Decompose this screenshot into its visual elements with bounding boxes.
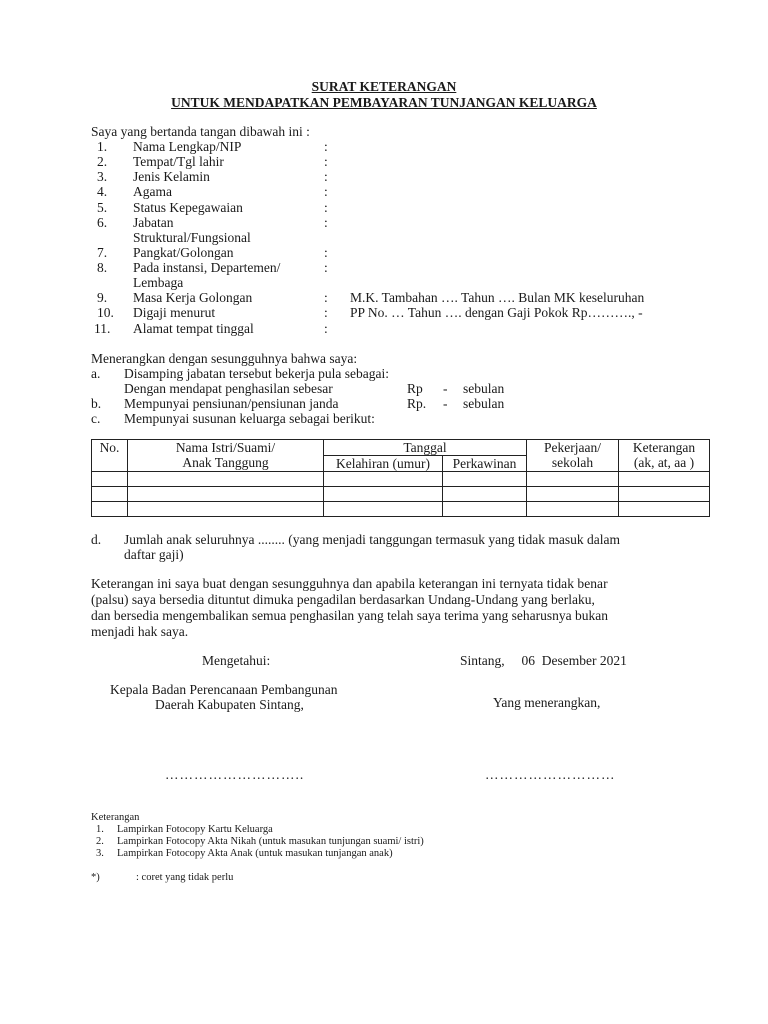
field-label: Status Kepegawaian — [133, 200, 243, 215]
header-no: No. — [92, 440, 128, 472]
table-cell — [619, 487, 710, 502]
table-row — [92, 472, 710, 487]
footnote-mark: *) — [91, 872, 100, 883]
field-colon: : — [324, 321, 328, 336]
field-number: 5. — [97, 200, 108, 215]
field-colon: : — [324, 139, 328, 154]
table-cell — [92, 487, 128, 502]
declarant-label: Yang menerangkan, — [493, 695, 601, 710]
item-b-text: Mempunyai pensiunan/pensiunan janda — [124, 396, 339, 411]
item-a-period: sebulan — [463, 381, 505, 396]
field-number: 1. — [97, 139, 108, 154]
field-colon: : — [324, 260, 328, 275]
field-value: M.K. Tambahan …. Tahun …. Bulan MK keseluruhan — [350, 290, 645, 305]
item-c-text: Mempunyai susunan keluarga sebagai berikut: — [124, 411, 375, 426]
field-colon: : — [324, 245, 328, 260]
statement-line: menjadi hak saya. — [91, 624, 189, 639]
item-b-period: sebulan — [463, 396, 505, 411]
statement-line: (palsu) saya bersedia dituntut dimuka pengadilan berdasarkan Undang-Undang yang berlaku, — [91, 592, 595, 607]
note-text: Lampirkan Fotocopy Kartu Keluarga — [117, 824, 273, 835]
item-a-text: Disamping jabatan tersebut bekerja pula sebagai: — [124, 366, 390, 381]
table-cell — [128, 487, 324, 502]
table-cell — [92, 502, 128, 517]
right-signature-line: ……………………… — [485, 767, 616, 782]
field-number: 3. — [97, 169, 108, 184]
intro-text: Saya yang bertanda tangan dibawah ini : — [91, 124, 310, 139]
field-colon: : — [324, 200, 328, 215]
acknowledged-label: Mengetahui: — [202, 653, 271, 668]
header-kelahiran: Kelahiran (umur) — [324, 456, 443, 472]
statement-line: dan bersedia mengembalikan semua penghasilan yang telah saya terima yang seharusnya bukan — [91, 608, 608, 623]
header-pekerjaan: Pekerjaan/ sekolah — [527, 440, 619, 472]
declaration-heading: Menerangkan dengan sesungguhnya bahwa saya: — [91, 351, 358, 366]
field-colon: : — [324, 305, 328, 320]
table-row — [92, 502, 710, 517]
field-label: Tempat/Tgl lahir — [133, 154, 224, 169]
table-cell — [619, 472, 710, 487]
signer-title-line2: Daerah Kabupaten Sintang, — [155, 697, 304, 712]
table-cell — [527, 487, 619, 502]
field-number: 6. — [97, 215, 108, 230]
field-colon: : — [324, 184, 328, 199]
table-cell — [128, 472, 324, 487]
field-value: PP No. … Tahun …. dengan Gaji Pokok Rp………., - — [350, 305, 643, 320]
note-number: 1. — [96, 824, 104, 835]
field-label: Digaji menurut — [133, 305, 216, 320]
field-label: Masa Kerja Golongan — [133, 290, 253, 305]
footnote-text: : coret yang tidak perlu — [136, 872, 234, 883]
note-number: 2. — [96, 836, 104, 847]
field-label: Lembaga — [133, 275, 184, 290]
place-date: Sintang, 06 Desember 2021 — [460, 653, 627, 668]
table-cell — [92, 472, 128, 487]
header-tanggal: Tanggal — [324, 440, 527, 456]
table-cell — [527, 472, 619, 487]
field-number: 7. — [97, 245, 108, 260]
field-colon: : — [324, 169, 328, 184]
item-letter-c: c. — [91, 411, 101, 426]
note-number: 3. — [96, 848, 104, 859]
document-title: SURAT KETERANGAN — [311, 79, 457, 94]
table-cell — [324, 502, 443, 517]
table-row — [92, 487, 710, 502]
field-number: 11. — [94, 321, 111, 336]
signer-title-line1: Kepala Badan Perencanaan Pembangunan — [110, 682, 338, 697]
item-letter-d: d. — [91, 532, 102, 547]
table-cell — [324, 472, 443, 487]
notes-heading: Keterangan — [91, 812, 140, 823]
field-label: Struktural/Fungsional — [133, 230, 251, 245]
table-cell — [324, 487, 443, 502]
item-a-currency: Rp — [407, 381, 423, 396]
field-label: Alamat tempat tinggal — [133, 321, 254, 336]
field-label: Agama — [133, 184, 172, 199]
item-d-text-cont: daftar gaji) — [124, 547, 184, 562]
field-label: Nama Lengkap/NIP — [133, 139, 242, 154]
field-number: 8. — [97, 260, 108, 275]
item-b-dash: - — [443, 396, 448, 411]
field-label: Jabatan — [133, 215, 174, 230]
field-colon: : — [324, 215, 328, 230]
left-signature-line: ……………………….. — [165, 767, 305, 782]
item-letter-b: b. — [91, 396, 102, 411]
table-cell — [443, 502, 527, 517]
note-text: Lampirkan Fotocopy Akta Nikah (untuk masukan tunjungan suami/ istri) — [117, 836, 424, 847]
field-number: 4. — [97, 184, 108, 199]
field-label: Pangkat/Golongan — [133, 245, 234, 260]
field-label: Pada instansi, Departemen/ — [133, 260, 281, 275]
field-number: 9. — [97, 290, 108, 305]
table-cell — [619, 502, 710, 517]
field-number: 2. — [97, 154, 108, 169]
table-cell — [527, 502, 619, 517]
statement-line: Keterangan ini saya buat dengan sesungguhnya dan apabila keterangan ini ternyata tidak benar — [91, 576, 608, 591]
header-perkawinan: Perkawinan — [443, 456, 527, 472]
header-name: Nama Istri/Suami/ Anak Tanggung — [128, 440, 324, 472]
field-number: 10. — [97, 305, 114, 320]
item-letter-a: a. — [91, 366, 101, 381]
item-a-dash: - — [443, 381, 448, 396]
item-a-income-label: Dengan mendapat penghasilan sebesar — [124, 381, 333, 396]
field-colon: : — [324, 290, 328, 305]
table-cell — [443, 472, 527, 487]
table-cell — [128, 502, 324, 517]
document-subtitle: UNTUK MENDAPATKAN PEMBAYARAN TUNJANGAN KELUARGA — [171, 95, 597, 110]
field-label: Jenis Kelamin — [133, 169, 210, 184]
item-d-text: Jumlah anak seluruhnya ........ (yang menjadi tanggungan termasuk yang tidak masuk dalam — [124, 532, 620, 547]
field-colon: : — [324, 154, 328, 169]
table-cell — [443, 487, 527, 502]
item-b-currency: Rp. — [407, 396, 427, 411]
header-keterangan: Keterangan (ak, at, aa ) — [619, 440, 710, 472]
note-text: Lampirkan Fotocopy Akta Anak (untuk masukan tunjangan anak) — [117, 848, 393, 859]
family-table — [91, 439, 710, 517]
